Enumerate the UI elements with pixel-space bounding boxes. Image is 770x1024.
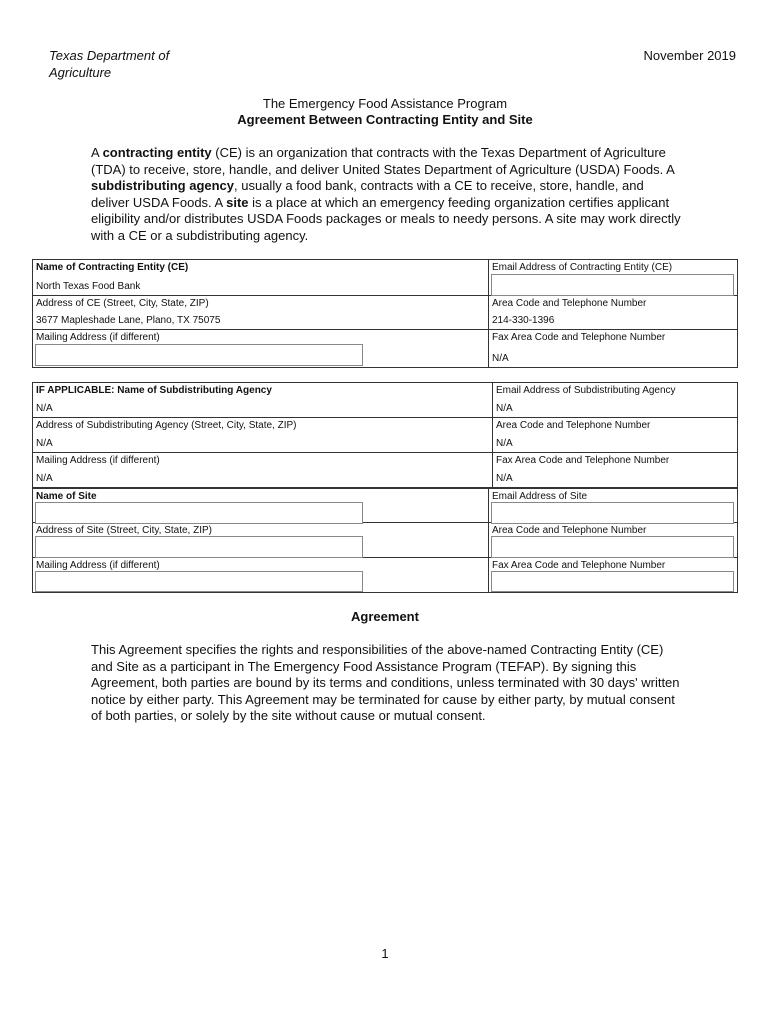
ce-info-table: [32, 259, 738, 368]
site-mailing-field[interactable]: [35, 571, 363, 592]
sub-row-mailing: [33, 453, 737, 488]
sub-mailing-label: Mailing Address (if different): [36, 455, 160, 466]
agreement-title: Agreement Between Contracting Entity and Site: [237, 112, 533, 127]
ce-phone-label: Area Code and Telephone Number: [492, 298, 647, 309]
site-fax-label: Fax Area Code and Telephone Number: [492, 560, 666, 571]
ce-mailing-label: Mailing Address (if different): [36, 332, 160, 343]
site-fax-field[interactable]: [491, 571, 734, 592]
site-row-address: [33, 523, 737, 558]
site-phone-label: Area Code and Telephone Number: [492, 525, 647, 536]
ce-name-value: North Texas Food Bank: [36, 281, 141, 292]
site-name-label: Name of Site: [36, 491, 97, 502]
term-subdistributing-agency: subdistributing agency: [91, 178, 235, 193]
sub-fax-value: N/A: [496, 473, 513, 484]
sub-name-value: N/A: [36, 403, 53, 414]
ce-address-value: 3677 Mapleshade Lane, Plano, TX 75075: [36, 315, 221, 326]
sub-email-value: N/A: [496, 403, 513, 414]
term-contracting-entity: contracting entity: [102, 145, 212, 160]
ce-name-label: Name of Contracting Entity (CE): [36, 262, 189, 273]
ce-row-address: [33, 296, 737, 330]
site-address-field[interactable]: [35, 536, 363, 558]
ce-fax-label: Fax Area Code and Telephone Number: [492, 332, 666, 343]
sub-name-label: IF APPLICABLE: Name of Subdistributing Agency: [36, 385, 272, 396]
sub-fax-label: Fax Area Code and Telephone Number: [496, 455, 670, 466]
site-row-name: [33, 488, 737, 523]
ce-phone-value: 214-330-1396: [492, 315, 555, 326]
sub-mailing-value: N/A: [36, 473, 53, 484]
sub-address-label: Address of Subdistributing Agency (Street, City, State, ZIP): [36, 420, 297, 431]
document-date: November 2019: [643, 48, 736, 63]
page-number: 1: [381, 946, 389, 961]
ce-row-mailing: [33, 330, 737, 367]
sub-email-label: Email Address of Subdistributing Agency: [496, 385, 676, 396]
site-phone-field[interactable]: [491, 536, 734, 558]
term-site: site: [226, 194, 249, 210]
site-row-mailing: [33, 558, 737, 592]
site-name-field[interactable]: [35, 502, 363, 524]
program-title: The Emergency Food Assistance Program: [262, 96, 508, 111]
ce-row-name: [33, 260, 737, 296]
ce-address-label: Address of CE (Street, City, State, ZIP): [36, 298, 209, 309]
sub-phone-value: N/A: [496, 438, 513, 449]
site-address-label: Address of Site (Street, City, State, ZIP): [36, 525, 212, 536]
ce-fax-value: N/A: [492, 353, 509, 364]
sub-address-value: N/A: [36, 438, 53, 449]
agreement-paragraph: This Agreement specifies the rights and responsibilities of the above-named Contracting Entity (CE) and Site as a participant in The Emergency Food Assistance Program (TEFAP). By signing this Agreement, both parties are bound by its terms and conditions, unless terminated with 30 days' written notice by either party. This Agreement may be terminated for cause by either party, by mutual consent of both parties, or solely by the site without cause or mutual consent.: [91, 642, 680, 723]
site-email-field[interactable]: [491, 502, 734, 524]
sub-site-table: [32, 382, 738, 593]
sub-phone-label: Area Code and Telephone Number: [496, 420, 651, 431]
agreement-heading: Agreement: [351, 609, 419, 624]
ce-mailing-field[interactable]: [35, 344, 363, 366]
ce-email-field[interactable]: [491, 274, 734, 296]
sub-row-address: [33, 418, 737, 453]
site-mailing-label: Mailing Address (if different): [36, 560, 160, 571]
ce-email-label: Email Address of Contracting Entity (CE): [492, 262, 673, 273]
site-email-label: Email Address of Site: [492, 491, 588, 502]
sub-row-name: [33, 383, 737, 418]
agency-name: Texas Department of Agriculture: [49, 48, 170, 80]
intro-paragraph: A contracting entity (CE) is an organization that contracts with the Texas Department of Agriculture (TDA) to receive, store, handle, and deliver United States Department of Agriculture (USDA) Foods. A subdistributing agency, usually a food bank, contracts with a CE to receive, store, handle, and deliver USDA Foods. A site is a place at which an emergency feeding organization certifies applicant eligibility and/or distributes USDA Foods packages or meals to needy persons. A site may work directly with a CE or a subdistributing agency.: [91, 145, 681, 243]
